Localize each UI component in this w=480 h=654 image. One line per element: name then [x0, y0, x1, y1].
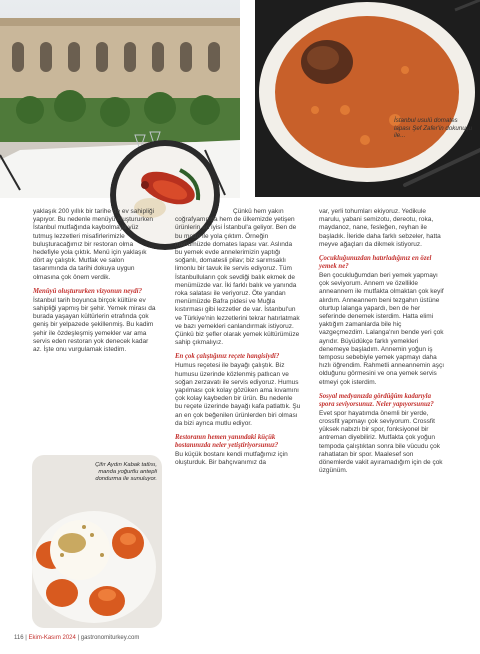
paragraph: Çünkü hem yakın coğrafyamızda hem de ülkemizde yetişen ürünlerin en iyisi İstanbul'a geliyor. Ben de bu motto ile yola çıktım. Örneğin menümüzde domates lapası var. Aslında bu yemek evde annelerimizin yaptığı soğanlı, domatesli pilav; biz sarımsaklı limonlu bir tavuk ile servis ediyoruz. Tüm İstanbulluların çok sevdiği balık ekmek de menümüzde var. İki farklı balık ve yanında roka salatası ile veriyoruz. Öte yandan menümüzde Bafra pidesi ve Muğla kıstırması gibi lezzetler de var. İstanbul'un ve Türkiye'nin lezzetlerini tekrar hatırlatmak ve bazı yemekleri canlandırmak istiyoruz. Çünkü biz şefler olarak yemek kültürümüze sahip çıkmalıyız. — [175, 208, 300, 347]
paragraph: Humus reçetesi ile bayağı çalıştık. Biz humusu üzerinde közlenmiş patlıcan ve soğan zerzavatı ile servis ediyoruz. Humus yapılması çok kolay gözüken ama kıvamını çok kolay kaybeden bir ürün. Bu nedenle bu reçete üzerinde bayağı kafa patlattık. Şu an en çok beğenilen ürünlerden biri olması da bizi ayrıca mutlu ediyor. — [175, 362, 301, 427]
question-heading: Sosyal medyanızda gördüğüm kadarıyla spora seviyorsunuz. Neler yapıyorsunuz? — [319, 392, 434, 408]
page-number: 116 — [14, 635, 24, 641]
paragraph: Bu küçük bostanı kendi mutfağımız için oluşturduk. Bir bahçıvanımız da — [175, 451, 288, 467]
site-url: gastronomiturkey.com — [80, 635, 140, 641]
paragraph: Ben çocukluğumdan beri yemek yapmayı çok seviyorum. Annem ve özellikle anneannem ile mutfakta olmaktan çok keyif alırdım. Anneannem beni tezgahın üstüne oturtup lalanga yapardı, ben de her seferinde denemek isterdim. Hatta elimi yaktığım zamanlarda bile hiç vazgeçmezdim. Lalanga'nın bende yeri çok ayrıdır. Büyüdükçe farklı yemekleri denemeye başladım. Annemin yoğun iş temposu sebebiyle yemek yapmayı daha hızlı öğrendim. Rahmetli anneannemin aşçı olduğunu görmesini ve ona yemek servis etmeyi çok isterdim. — [319, 272, 445, 386]
page-footer: 116 | Ekim-Kasım 2024 | gastronomiturkey.com — [14, 635, 140, 641]
paragraph: var, yerli tohumları ekiyoruz. Yedikule marulu, yabani semizotu, dereotu, roka, maydanoz, nane, fesleğen, reyhan ile başladık. İleride daha farklı sebzeler, hatta meyve ağaçları da dikmek istiyoruz. — [319, 208, 441, 248]
paragraph: İstanbul tarih boyunca birçok kültüre ev sahipliği yapmış bir şehir. Yemek mirası da burada yaşayan kültürlerin etrafında çok geniş bir yelpazede şekillenmiş. Bu kadim şehir ile özdeşleşmiş yemekler var ama servis eden restoran yok denecek kadar az. İşte onu vurgulamak istedim. — [33, 296, 156, 354]
paragraph: Evet spor hayatımda önemli bir yerde, crossfit yapmayı çok seviyorum. Crossfit yüksek nabızlı bir spor, fonksiyonel bir antreman diyebiliriz. Mutfakta çok yoğun tempoda çalıştıktan sonra bile vücudu çok rahatlatan bir spor. Maalesef son dönemlerde vakit ayıramadığım için de çok üzgünüm. — [319, 409, 443, 475]
text-column-3 — [319, 208, 447, 481]
issue-date: Ekim-Kasım 2024 — [28, 635, 76, 641]
paragraph: yaklaşık 200 yıllık bir tarihe de ev sahipliği yapıyor. Bu nedenle menüyü oluştururken İstanbul mutfağında kaybolmaya yüz tutmuş lezzetleri misafirlerimizle buluşturacağımız bir restoran olma hedefiyle yola çıktık. Menü için yaklaşık dört ay çalıştık. Mutfak ve salon tasarımında da tarihi dokuya uygun olmasına çok önem verdik. — [33, 208, 155, 281]
question-heading: En çok çalıştığınız reçete hangisiydi? — [175, 353, 280, 361]
text-column-2 — [175, 208, 301, 473]
tomato-rice-photo — [255, 0, 480, 197]
caption-tomato-rice: İstanbul usulü domates lapası Şef Zafer'in dokunuşu ile... — [394, 117, 473, 140]
question-heading: Menüyü oluştururken vizyonun neydi? — [33, 287, 142, 295]
caption-dessert: Çifır Aydın Kabak tatlısı, manda yoğurtlu antepli dondurma ile sunuluyor. — [95, 462, 157, 482]
text-column-1 — [33, 208, 158, 360]
question-heading: Çocukluğunuzdan hatırladığınız en özel yemek ne? — [319, 255, 432, 271]
question-heading: Restoranın hemen yanındaki küçük bostanınızda neler yetiştiriyorsunuz? — [175, 434, 279, 450]
